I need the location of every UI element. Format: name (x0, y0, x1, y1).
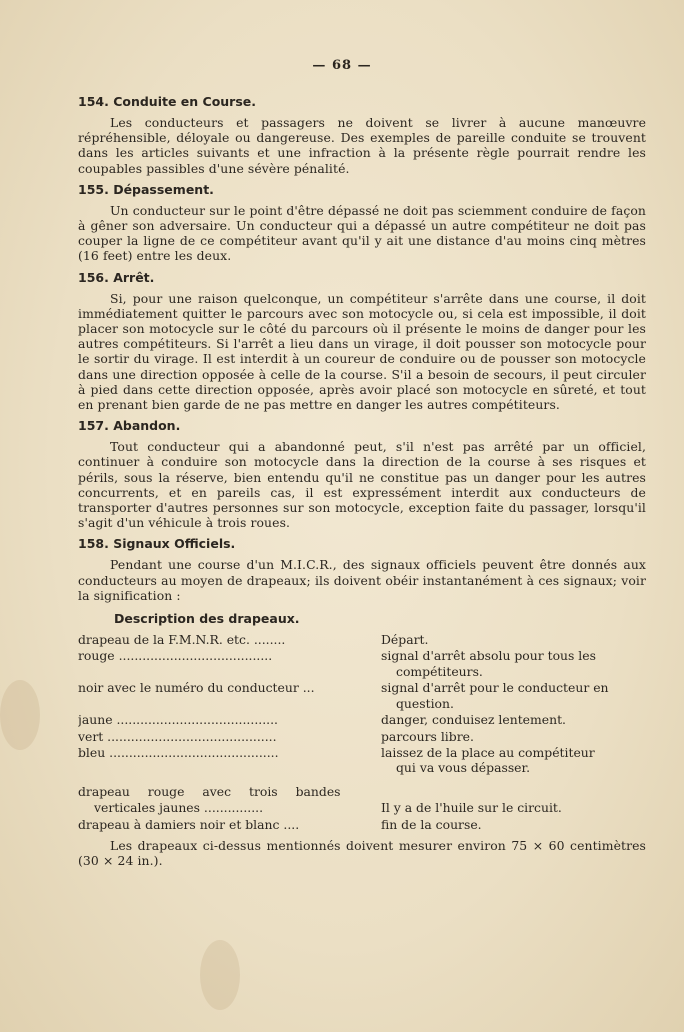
flag-name: drapeau à damiers noir et blanc .... (78, 816, 300, 832)
flag-meaning-text: parcours libre. (381, 728, 474, 744)
section-heading: 155. Dépassement. (78, 181, 214, 197)
flag-name: rouge ....................................... (78, 648, 273, 664)
flag-row (78, 729, 646, 744)
flag-meaning (363, 817, 646, 832)
flag-row (78, 680, 646, 711)
flag-meaning-text: laissez de la place au compétiteur (381, 744, 595, 760)
flag-meaning (363, 632, 646, 647)
section-154 (78, 94, 646, 176)
paper-stain (0, 680, 40, 750)
flag-meaning (363, 784, 646, 799)
section-heading: 157. Abandon. (78, 418, 181, 434)
flag-name: drapeau de la F.M.N.R. etc. ........ (78, 632, 286, 648)
section-text: Pendant une course d'un M.I.C.R., des signaux officiels peuvent être donnés aux conducteurs au moyen de drapeaux; ils doivent obéir instantanément à ces signaux; voir la signification : (78, 557, 646, 603)
flag-meaning-text: Il y a de l'huile sur le circuit. (381, 800, 562, 816)
page-content (78, 94, 646, 868)
flag-name: noir avec le numéro du conducteur ... (78, 680, 315, 696)
paper-stain (200, 940, 240, 1010)
flag-meaning (363, 800, 646, 815)
section-heading: 158. Signaux Officiels. (78, 536, 236, 552)
flag-meaning (363, 648, 646, 679)
section-heading: 154. Conduite en Course. (78, 94, 257, 109)
flags-title: Description des drapeaux. (114, 611, 300, 627)
flag-meaning-text: signal d'arrêt absolu pour tous les (381, 648, 596, 664)
flag-meaning-text: fin de la course. (381, 816, 482, 832)
flag-meaning (363, 729, 646, 744)
flag-row (78, 632, 646, 647)
flag-meaning-text: danger, conduisez lentement. (381, 712, 566, 728)
flag-row (78, 648, 646, 679)
flags-table (78, 632, 646, 832)
flag-name: verticales jaunes ............... (94, 800, 264, 816)
flag-meaning-continued: compétiteurs. (396, 663, 483, 679)
section-text: Si, pour une raison quelconque, un compétiteur s'arrête dans une course, il doit immédiatement quitter le parcours avec son motocycle ou, si cela est impossible, il doit placer son motocycle sur le côté du parcours où il présente le moins de danger pour les autres compétiteurs. Si l'arrêt a lieu dans un virage, il doit pousser son motocycle pour le sortir du virage. Il est interdit à un coureur de conduire ou de pousser son motocycle dans une direction opposée à celle de la course. S'il a besoin de secours, il peut circuler à pied dans cette direction opposée, après avoir placé son motocycle en sûreté, et tout en prenant bien garde de ne pas mettre en danger les autres compétiteurs. (78, 290, 646, 413)
flag-name: bleu ........................................... (78, 744, 279, 760)
flag-row (78, 745, 646, 776)
flag-meaning (363, 680, 646, 711)
flag-name: vert ........................................... (78, 728, 277, 744)
flag-meaning (363, 745, 646, 776)
section-text: Un conducteur sur le point d'être dépassé ne doit pas sciemment conduire de façon à gêner son adversaire. Un conducteur qui a dépassé un autre compétiteur ne doit pas couper la ligne de ce compétiteur avant qu'il y ait une distance d'au moins cinq mètres (16 feet) entre les deux. (78, 202, 646, 264)
section-157 (78, 418, 646, 530)
flag-meaning-continued: qui va vous dépasser. (396, 760, 531, 776)
section-155 (78, 182, 646, 264)
flag-row (78, 712, 646, 727)
flag-row (78, 784, 646, 799)
section-158 (78, 536, 646, 603)
page-number: — 68 — (312, 58, 372, 73)
flag-row (78, 800, 646, 815)
section-heading: 156. Arrêt. (78, 269, 155, 285)
section-text: Les conducteurs et passagers ne doivent se livrer à aucune manœuvre répréhensible, déloyale ou dangereuse. Des exemples de pareille conduite se trouvent dans les articles suivants et une infraction à la présente règle pourrait rendre les coupables passibles d'une sévère pénalité. (78, 115, 646, 176)
flag-meaning-continued: question. (396, 695, 454, 711)
flag-meaning-text: signal d'arrêt pour le conducteur en (381, 680, 609, 696)
flag-name: drapeau rouge avec trois bandes (78, 783, 341, 799)
flag-meaning-text: Départ. (381, 632, 429, 648)
section-text: Tout conducteur qui a abandonné peut, s'il n'est pas arrêté par un officiel, continuer à conduire son motocycle dans la direction de la course à ses risques et périls, sous la réserve, bien entendu qu'il ne constitue pas un danger pour les autres concurrents, et en pareils cas, il est expressément interdit aux conducteurs de transporter d'autres personnes sur son motocycle, exception faite du passager, lorsqu'il s'agit d'un véhicule à trois roues. (78, 439, 646, 531)
section-156 (78, 270, 646, 413)
flag-name: jaune ......................................... (78, 712, 278, 728)
closing-note: Les drapeaux ci-dessus mentionnés doivent mesurer environ 75 × 60 centimètres (30 × 24 in.). (78, 837, 646, 869)
flag-row (78, 817, 646, 832)
flag-meaning (363, 712, 646, 727)
